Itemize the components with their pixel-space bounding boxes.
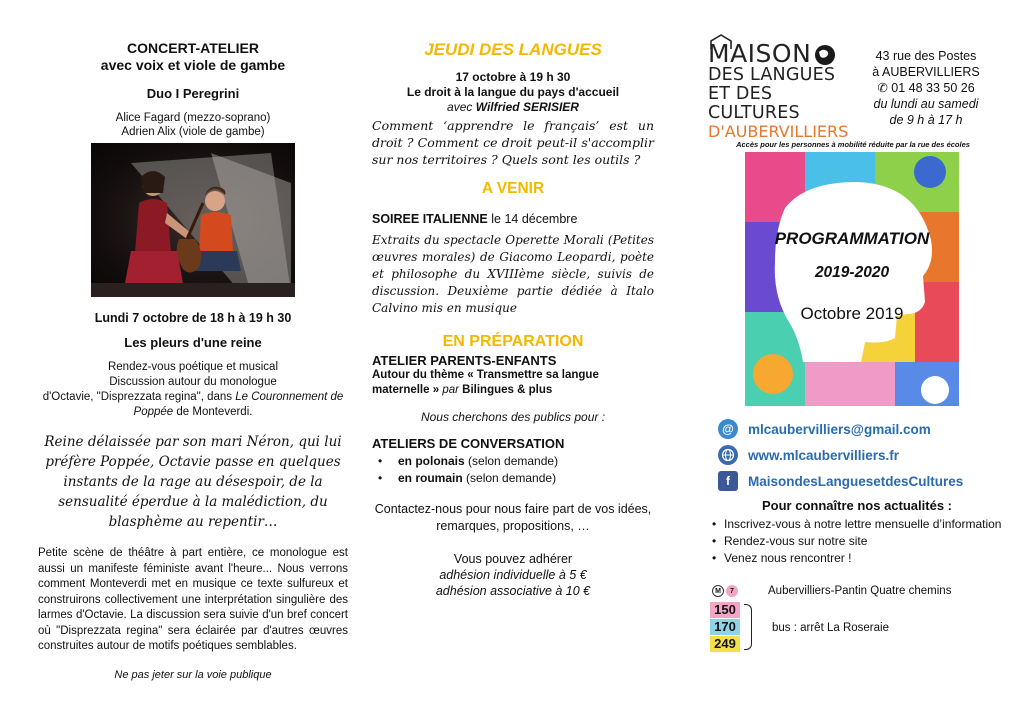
address-city: à AUBERVILLIERS	[872, 65, 980, 79]
facebook-link[interactable]: MaisondesLanguesetdesCultures	[748, 473, 964, 489]
duo-name: Duo I Peregrini	[146, 86, 240, 101]
programme-poster	[745, 152, 959, 406]
bus-info	[710, 602, 889, 653]
news-heading: Pour connaître nos actualités :	[762, 498, 952, 513]
jeudi-heading: JEUDI DES LANGUES	[424, 40, 602, 59]
performer-1: Alice Fagard (mezzo-soprano)	[115, 112, 271, 124]
metro-station: Aubervilliers-Pantin Quatre chemins	[768, 585, 952, 597]
news-list	[712, 517, 1002, 566]
bus-stop: bus : arrêt La Roseraie	[772, 622, 889, 634]
hours-time: de 9 h à 17 h	[889, 113, 963, 127]
phone-number: ✆ 01 48 33 50 26	[877, 81, 975, 95]
membership-individual: adhésion individuelle à 5 €	[439, 568, 587, 582]
logo-line-3: ET DES CULTURES	[708, 84, 800, 123]
soiree-date: le 14 décembre	[487, 212, 578, 226]
desc-line-3: d'Octavie, "Disprezzata regina", dans	[42, 391, 233, 403]
globe-cursor-icon	[718, 445, 738, 465]
poster-title: PROGRAMMATION	[774, 229, 930, 248]
conv-note: (selon demande)	[464, 454, 559, 468]
bus-brace	[744, 604, 752, 650]
preparation-heading: EN PRÉPARATION	[442, 333, 584, 350]
jeudi-speaker-line	[372, 100, 654, 115]
metro-info	[712, 585, 951, 597]
concert-title: CONCERT-ATELIER	[127, 40, 259, 56]
metro-icon: M	[712, 585, 724, 597]
list-item: • Venez nous rencontrer !	[712, 551, 1002, 566]
atelier-partner: Bilingues & plus	[462, 384, 553, 396]
conv-note: (selon demande)	[462, 471, 557, 485]
events-column	[372, 0, 654, 599]
facebook-row[interactable]	[718, 468, 998, 494]
logo-line-1: MAISON	[708, 39, 812, 68]
conv-lang: en roumain	[398, 471, 463, 485]
hours-days: du lundi au samedi	[873, 97, 979, 111]
contact-text: Contactez-nous pour nous faire part de vos idées, remarques, propositions, …	[374, 502, 652, 533]
logo-line-2: DES LANGUES	[708, 65, 836, 85]
jeudi-speaker: Wilfried SERISIER	[475, 100, 579, 114]
atelier-par: par	[442, 384, 463, 396]
soiree-title	[372, 212, 654, 226]
list-item: • Rendez-vous sur notre site	[712, 534, 1002, 549]
jeudi-title: Le droit à la langue du pays d'accueil	[406, 85, 620, 99]
concert-body: Petite scène de théâtre à part entière, ce monologue est aussi un manifeste féministe avant l'heure... Nous verrons comment Monteverdi met en musique ce texte sulfureux et construirons collectivement une interprétation singulière des larmes d'Octavie. La discussion sera suivie d'un bref concert où "Disprezzata regina" sera éclairée par d'autres œuvres construites autour de motifs poétiques semblables.	[38, 547, 348, 652]
concert-quote: Reine délaissée par son mari Néron, qui lui préfère Poppée, Octavie passe en quelques instants de la rage au désespoir, de la sensualité éperdue à la malédiction, du blasphème au repentir…	[44, 434, 342, 530]
concert-column	[38, 0, 348, 681]
atelier-theme	[372, 368, 654, 398]
soiree-name: SOIREE ITALIENNE	[372, 212, 488, 226]
list-item: • Inscrivez-vous à notre lettre mensuelle d’information	[712, 517, 1002, 532]
conv-lang: en polonais	[398, 454, 465, 468]
news-block	[712, 498, 1002, 568]
desc-line-1: Rendez-vous poétique et musical	[107, 361, 279, 373]
email-link[interactable]: mlcaubervilliers@gmail.com	[748, 421, 931, 437]
atelier-title: ATELIER PARENTS-ENFANTS	[372, 353, 557, 368]
performer-2: Adrien Alix (viole de gambe)	[121, 126, 265, 138]
list-item	[372, 453, 654, 470]
bus-249-badge: 249	[710, 636, 740, 652]
membership-intro: Vous pouvez adhérer	[453, 552, 573, 566]
metro-line-badge: 7	[726, 585, 738, 597]
poster-years: 2019-2020	[814, 264, 890, 281]
atelier-theme-text: Autour du thème « Transmettre sa langue maternelle »	[372, 369, 599, 396]
poster-month: Octobre 2019	[800, 304, 904, 323]
concert-photo	[91, 143, 295, 297]
jeudi-date: 17 octobre à 19 h 30	[455, 70, 571, 84]
jeudi-text: Comment ‘apprendre le français’ est un droit ? Comment ce droit peut-il s'accomplir sur nos territoires ? Quels sont les outils ?	[372, 118, 654, 167]
desc-opera-title: Le Couronnement de Poppée	[133, 391, 344, 418]
facebook-icon: f	[718, 471, 738, 491]
jeudi-avec: avec	[447, 100, 476, 114]
house-icon	[710, 34, 732, 50]
soiree-text: Extraits du spectacle Operette Morali (Petites œuvres morales) de Giacomo Leopardi, poète et philosophe du XVIIIème siècle, suivis de discussion. Deuxième partie dédiée à Italo Calvino mis en musique	[372, 233, 654, 315]
info-column	[700, 0, 1000, 724]
website-link[interactable]: www.mlcaubervilliers.fr	[748, 447, 900, 463]
globe-icon	[814, 44, 836, 66]
list-item	[372, 470, 654, 487]
publics-text: Nous cherchons des publics pour :	[420, 410, 606, 424]
avenir-heading: A VENIR	[481, 180, 545, 197]
conversation-title: ATELIERS DE CONVERSATION	[372, 436, 565, 451]
address-street: 43 rue des Postes	[875, 49, 977, 63]
website-row[interactable]	[718, 442, 998, 468]
maison-logo	[708, 39, 858, 141]
performers	[38, 111, 348, 139]
membership-associative: adhésion associative à 10 €	[435, 584, 591, 598]
contact-links	[718, 416, 998, 494]
at-icon: @	[718, 419, 738, 439]
concert-subtitle-title: Les pleurs d'une reine	[124, 335, 262, 350]
accessibility-note: Accès pour les personnes à mobilité réduite par la rue des écoles	[736, 140, 970, 149]
concert-description	[38, 360, 348, 420]
bus-170-badge: 170	[710, 619, 740, 635]
desc-line-2: Discussion autour du monologue	[109, 376, 277, 388]
concert-date: Lundi 7 octobre de 18 h à 19 h 30	[94, 311, 292, 325]
bus-150-badge: 150	[710, 602, 740, 618]
concert-subtitle: avec voix et viole de gambe	[100, 57, 286, 73]
membership	[372, 551, 654, 599]
footer-note: Ne pas jeter sur la voie publique	[114, 668, 272, 681]
desc-line-end: de Monteverdi.	[173, 406, 253, 418]
email-row[interactable]	[718, 416, 998, 442]
conversation-list	[372, 453, 654, 487]
address-block	[860, 48, 992, 128]
logo-line-4: D'AUBERVILLIERS	[708, 122, 849, 141]
